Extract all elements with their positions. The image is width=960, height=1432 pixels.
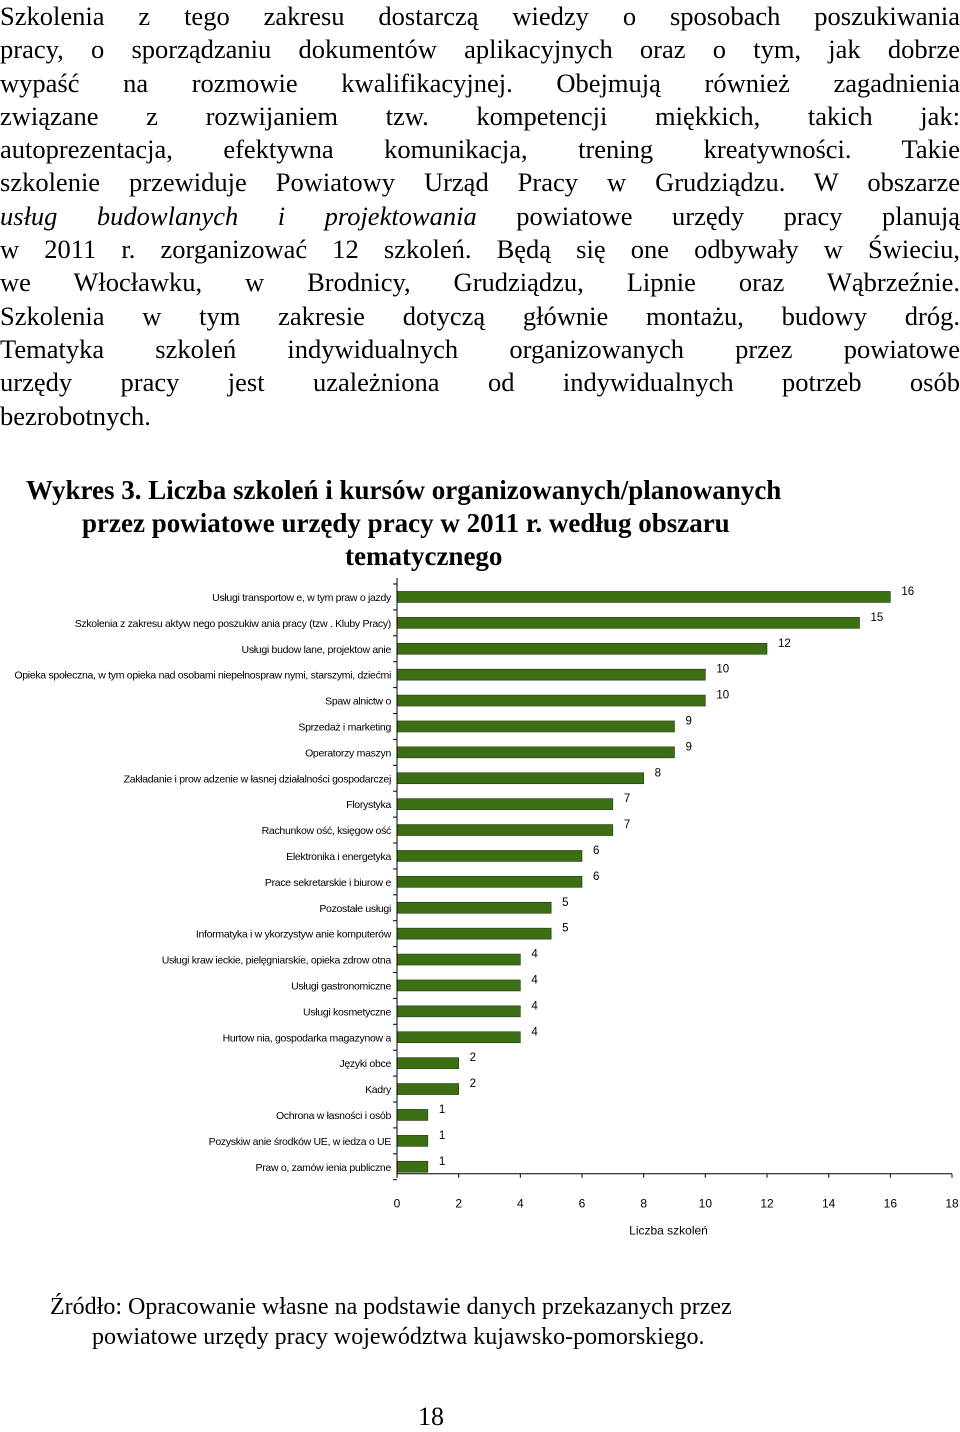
category-label: Spaw alnictw o — [325, 695, 391, 708]
chart-bar — [397, 1006, 520, 1017]
x-tick-label: 4 — [516, 1196, 524, 1211]
paragraph-line: Szkolenia z tego zakresu dostarczą wiedzy o sposobach poszukiwania — [0, 1, 960, 31]
paragraph-line: szkolenie przewiduje Powiatowy Urząd Pracy w Grudziądzu. W obszarze — [0, 167, 960, 198]
chart-bar — [397, 1135, 428, 1146]
chart-title-line: tematycznego — [345, 541, 503, 571]
paragraph-line: we Włocławku, w Brodnicy, Grudziądzu, Lipnie oraz Wąbrzeźnie. — [0, 267, 960, 298]
paragraph-line: usług budowlanych i projektowania powiatowe urzędy pracy planują — [0, 200, 960, 231]
chart-bar — [397, 1032, 520, 1043]
page-number: 18 — [418, 1402, 444, 1431]
category-label: Ochrona w łasności i osób — [275, 1109, 391, 1122]
x-tick-label: 6 — [578, 1196, 586, 1211]
chart-bar — [397, 1161, 428, 1172]
x-tick-label: 18 — [945, 1196, 959, 1211]
x-axis-title: Liczba szkoleń — [629, 1223, 708, 1235]
paragraph-line: autoprezentacja, efektywna komunikacja, trening kreatywności. Takie — [0, 134, 960, 165]
paragraph-line: w 2011 r. zorganizować 12 szkoleń. Będą się one odbywały w Świeciu, — [0, 234, 960, 265]
value-label: 4 — [531, 1000, 538, 1013]
chart-bar — [397, 669, 705, 680]
category-label: Elektronika i energetyka — [286, 850, 391, 863]
category-label: Języki obce — [339, 1058, 391, 1071]
chart-bar — [397, 617, 860, 628]
value-label: 1 — [438, 1129, 446, 1142]
chart-bar — [397, 695, 705, 706]
value-label: 4 — [531, 1026, 538, 1039]
chart-bar — [397, 747, 675, 758]
value-label: 7 — [623, 793, 631, 806]
category-label: Hurtow nia, gospodarka magazynow a — [222, 1032, 391, 1045]
category-label: Operatorzy maszyn — [305, 747, 391, 760]
x-tick-label: 0 — [393, 1196, 401, 1211]
category-label: Pozyskiw anie środków UE, w iedza o UE — [208, 1135, 391, 1148]
value-label: 1 — [438, 1155, 446, 1168]
chart-bar — [397, 643, 767, 654]
category-label: Usługi transportow e, w tym praw o jazdy — [212, 591, 391, 604]
x-tick-label: 2 — [455, 1196, 463, 1211]
chart-bar — [397, 825, 613, 836]
chart-bar — [397, 721, 675, 732]
x-tick-label: 16 — [883, 1196, 898, 1211]
chart-title-line: Wykres 3. Liczba szkoleń i kursów organizowanych/planowanych — [26, 475, 782, 505]
value-label: 16 — [901, 585, 915, 598]
category-label: Florystyka — [346, 799, 391, 812]
chart-bar — [397, 876, 582, 887]
source-line: powiatowe urzędy pracy województwa kujawsko-pomorskiego. — [92, 1324, 705, 1350]
source-line: Źródło: Opracowanie własne na podstawie danych przekazanych przez — [50, 1294, 732, 1320]
chart-bar — [397, 980, 520, 991]
italic-phrase: usług budowlanych i projektowania — [0, 200, 477, 231]
chart-bar — [397, 902, 551, 913]
category-label: Usługi budow lane, projektow anie — [241, 643, 391, 656]
category-label: Sprzedaż i marketing — [298, 721, 391, 734]
source-note — [0, 1292, 960, 1352]
paragraph-line: wypaść na rozmowie kwalifikacyjnej. Obejmują również zagadnienia — [0, 67, 960, 98]
category-label: Kadry — [365, 1084, 391, 1097]
category-label: Opieka społeczna, w tym opieka nad osobami niepełnospraw nymi, starszymi, dziećmi — [14, 669, 391, 682]
value-label: 8 — [654, 767, 662, 780]
chart-bar — [397, 1058, 459, 1069]
bar-chart — [0, 570, 960, 1235]
chart-bar — [397, 850, 582, 861]
x-tick-label: 12 — [760, 1196, 774, 1211]
category-label: Usługi kraw ieckie, pielęgniarskie, opieka zdrow otna — [161, 954, 391, 967]
paragraph-line: Tematyka szkoleń indywidualnych organizowanych przez powiatowe — [0, 333, 960, 364]
value-label: 7 — [623, 819, 631, 832]
paragraph-line: bezrobotnych. — [0, 400, 151, 431]
chart-title-line: przez powiatowe urzędy pracy w 2011 r. według obszaru — [82, 508, 730, 538]
paragraph-line: związane z rozwijaniem tzw. kompetencji miękkich, takich jak: — [0, 100, 960, 131]
value-label: 9 — [685, 741, 692, 754]
body-paragraph — [0, 0, 960, 433]
x-tick-label: 10 — [698, 1196, 713, 1211]
value-label: 5 — [562, 922, 569, 935]
value-label: 12 — [778, 637, 791, 650]
category-label: Pozostałe usługi — [319, 902, 391, 915]
chart-bar — [397, 1084, 459, 1095]
chart-bar — [397, 773, 644, 784]
value-label: 6 — [593, 844, 600, 857]
category-label: Praw o, zamów ienia publiczne — [255, 1161, 391, 1174]
category-label: Usługi gastronomiczne — [291, 980, 391, 993]
x-tick-label: 8 — [640, 1196, 648, 1211]
value-label: 2 — [469, 1052, 477, 1065]
category-label: Prace sekretarskie i biurow e — [264, 876, 391, 889]
chart-title — [0, 474, 960, 573]
value-label: 10 — [716, 663, 730, 676]
value-label: 9 — [685, 715, 692, 728]
paragraph-line: urzędy pracy jest uzależniona od indywidualnych potrzeb osób — [0, 367, 960, 398]
chart-bar — [397, 1109, 428, 1120]
category-label: Zakładanie i prow adzenie w łasnej działalności gospodarczej — [123, 773, 391, 786]
value-label: 4 — [531, 948, 538, 961]
value-label: 2 — [469, 1078, 477, 1091]
paragraph-line: pracy, o sporządzaniu dokumentów aplikacyjnych oraz o tym, jak dobrze — [0, 34, 960, 65]
category-label: Szkolenia z zakresu aktyw nego poszukiw ania pracy (tzw . Kluby Pracy) — [74, 617, 391, 630]
value-label: 10 — [716, 689, 730, 702]
chart-bar — [397, 591, 890, 602]
chart-bar — [397, 799, 613, 810]
x-tick-label: 14 — [821, 1196, 836, 1211]
chart-bar — [397, 928, 551, 939]
value-label: 5 — [562, 896, 569, 909]
value-label: 6 — [593, 870, 600, 883]
value-label: 1 — [438, 1103, 446, 1116]
value-label: 15 — [870, 611, 884, 624]
category-label: Informatyka i w ykorzystyw anie komputerów — [195, 928, 391, 941]
category-label: Usługi kosmetyczne — [303, 1006, 391, 1019]
paragraph-line: Szkolenia w tym zakresie dotyczą głównie montażu, budowy dróg. — [0, 300, 960, 331]
value-label: 4 — [531, 974, 538, 987]
category-label: Rachunkow ość, księgow ość — [261, 825, 391, 838]
chart-bar — [397, 954, 520, 965]
